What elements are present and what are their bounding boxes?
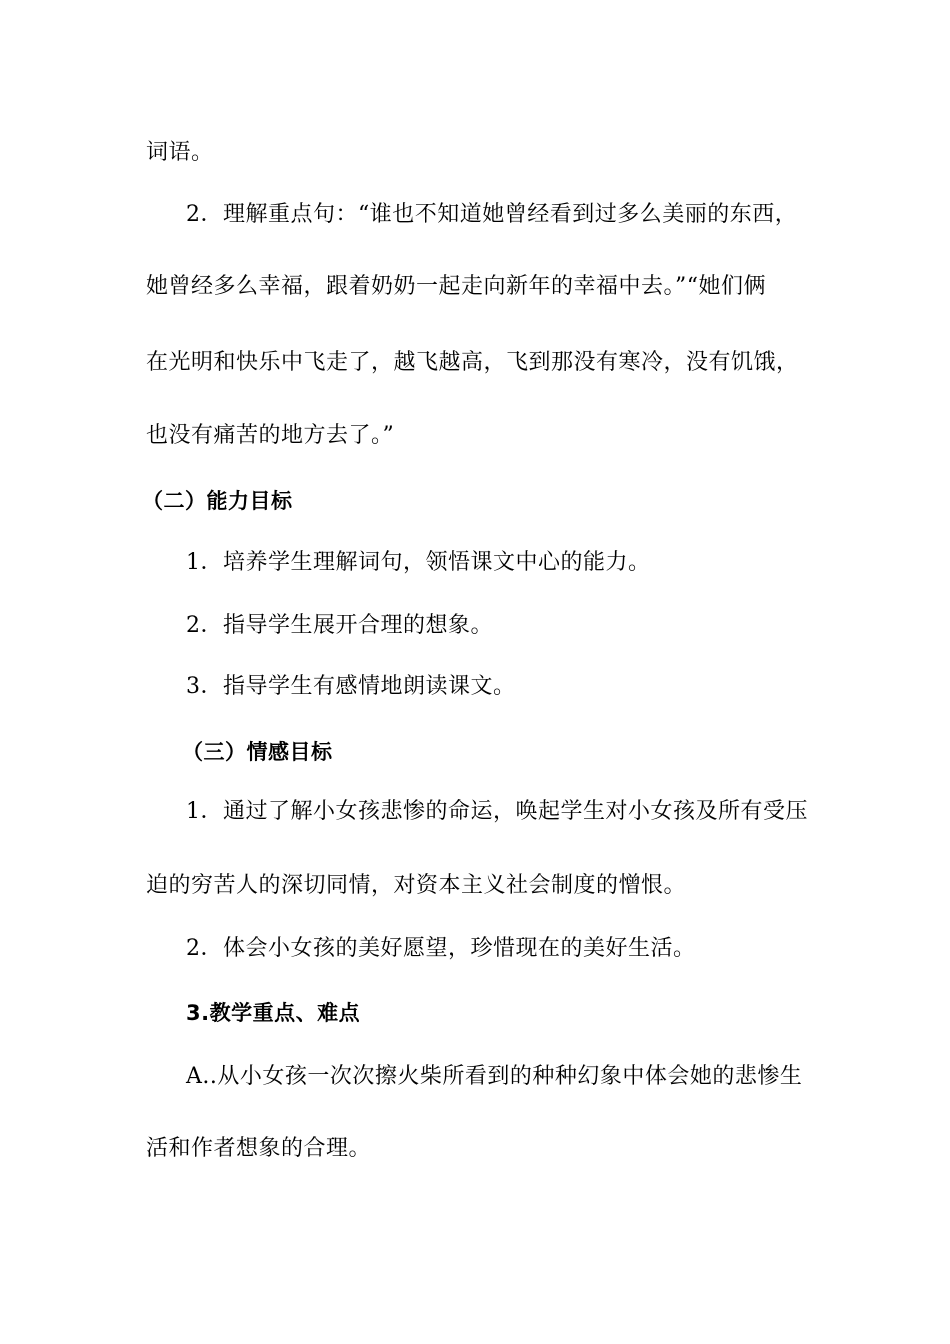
list-item: 2．体会小女孩的美好愿望，珍惜现在的美好生活。 (186, 936, 696, 961)
list-item: 2．指导学生展开合理的想象。 (186, 613, 493, 638)
list-item: 1．培养学生理解词句，领悟课文中心的能力。 (186, 550, 651, 575)
list-item: A..从小女孩一次次擦火柴所看到的种种幻象中体会她的悲惨生 (186, 1064, 803, 1089)
paragraph-line: 也没有痛苦的地方去了。” (146, 423, 395, 448)
section-heading-ability: （二）能力目标 (142, 489, 293, 513)
list-item: 3．指导学生有感情地朗读课文。 (186, 674, 516, 699)
paragraph-line: 迫的穷苦人的深切同情，对资本主义社会制度的憎恨。 (146, 873, 687, 898)
paragraph-line: 在光明和快乐中飞走了，越飞越高，飞到那没有寒冷，没有饥饿， (146, 350, 799, 375)
paragraph-line: 她曾经多么幸福，跟着奶奶一起走向新年的幸福中去。”“她们俩 (146, 274, 766, 299)
paragraph-line: 词语。 (146, 140, 214, 165)
section-heading-emotion: （三）情感目标 (182, 740, 333, 764)
section-heading-key-points: 3.教学重点、难点 (186, 1001, 361, 1025)
list-item: 1．通过了解小女孩悲惨的命运，唤起学生对小女孩及所有受压 (186, 799, 808, 824)
paragraph-line: 2．理解重点句：“谁也不知道她曾经看到过多么美丽的东西， (186, 202, 798, 227)
paragraph-line: 活和作者想象的合理。 (146, 1136, 372, 1161)
